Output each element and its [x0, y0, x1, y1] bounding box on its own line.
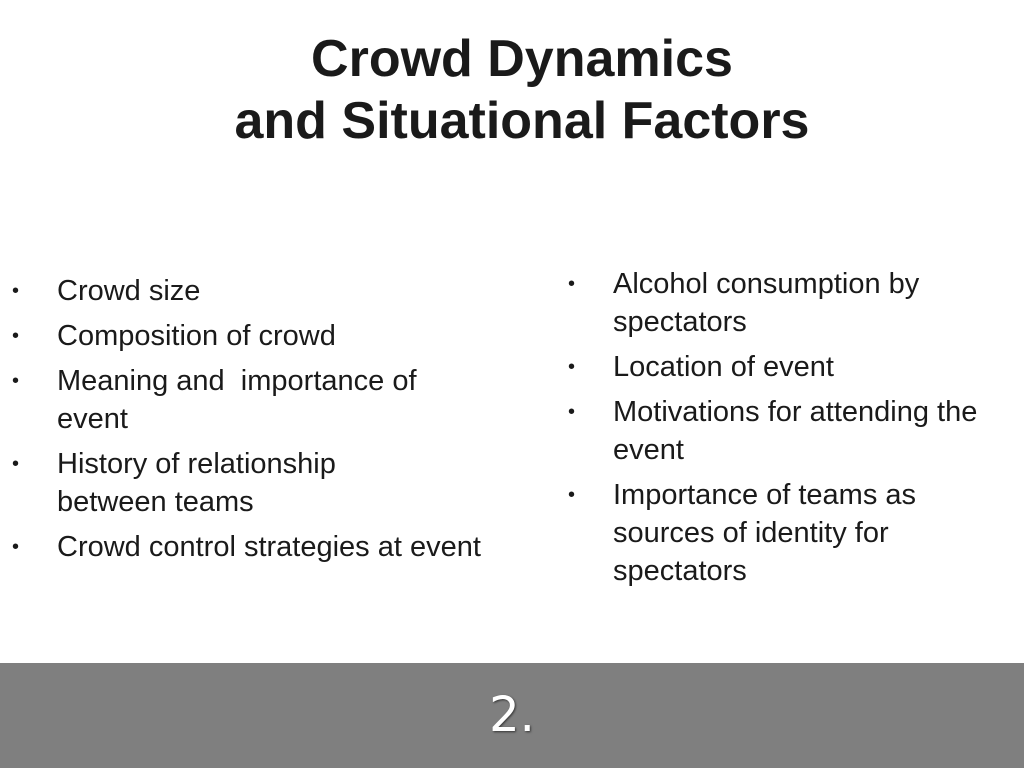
bullet-icon: •	[568, 356, 576, 378]
list-item-text: History of relationship between teams	[57, 448, 336, 518]
bullet-icon: •	[12, 325, 20, 347]
bullet-icon: •	[12, 453, 20, 475]
bullet-icon: •	[568, 484, 576, 506]
footer-bar	[0, 663, 1024, 768]
list-item	[12, 445, 417, 521]
list-item-text: Alcohol consumption by spectators	[613, 268, 920, 338]
list-item	[12, 272, 472, 310]
list-item-text: Motivations for attending the event	[613, 396, 978, 466]
slide-title-line-1: Crowd Dynamics	[311, 30, 733, 88]
list-item-text: Crowd size	[57, 275, 201, 307]
list-item	[12, 528, 487, 566]
list-item	[12, 317, 472, 355]
list-item-text: Crowd control strategies at event	[57, 531, 481, 563]
list-item-text: Location of event	[613, 351, 834, 383]
bullet-icon: •	[568, 273, 576, 295]
list-item	[12, 362, 457, 438]
list-item-text: Composition of crowd	[57, 320, 336, 352]
list-item	[568, 265, 1013, 341]
list-item	[568, 393, 1024, 469]
left-bullet-list	[12, 272, 481, 573]
slide-number: 2.	[489, 687, 535, 743]
right-bullet-list	[568, 265, 1018, 597]
slide-title	[0, 28, 1024, 152]
bullet-icon: •	[12, 280, 20, 302]
list-item-text: Meaning and importance of event	[57, 365, 425, 435]
list-item	[568, 348, 1018, 386]
list-item	[568, 476, 993, 590]
bullet-icon: •	[12, 536, 20, 558]
slide-title-line-2: and Situational Factors	[234, 92, 810, 150]
bullet-icon: •	[568, 401, 576, 423]
bullet-icon: •	[12, 370, 20, 392]
list-item-text: Importance of teams as sources of identity for spectators	[613, 479, 917, 587]
